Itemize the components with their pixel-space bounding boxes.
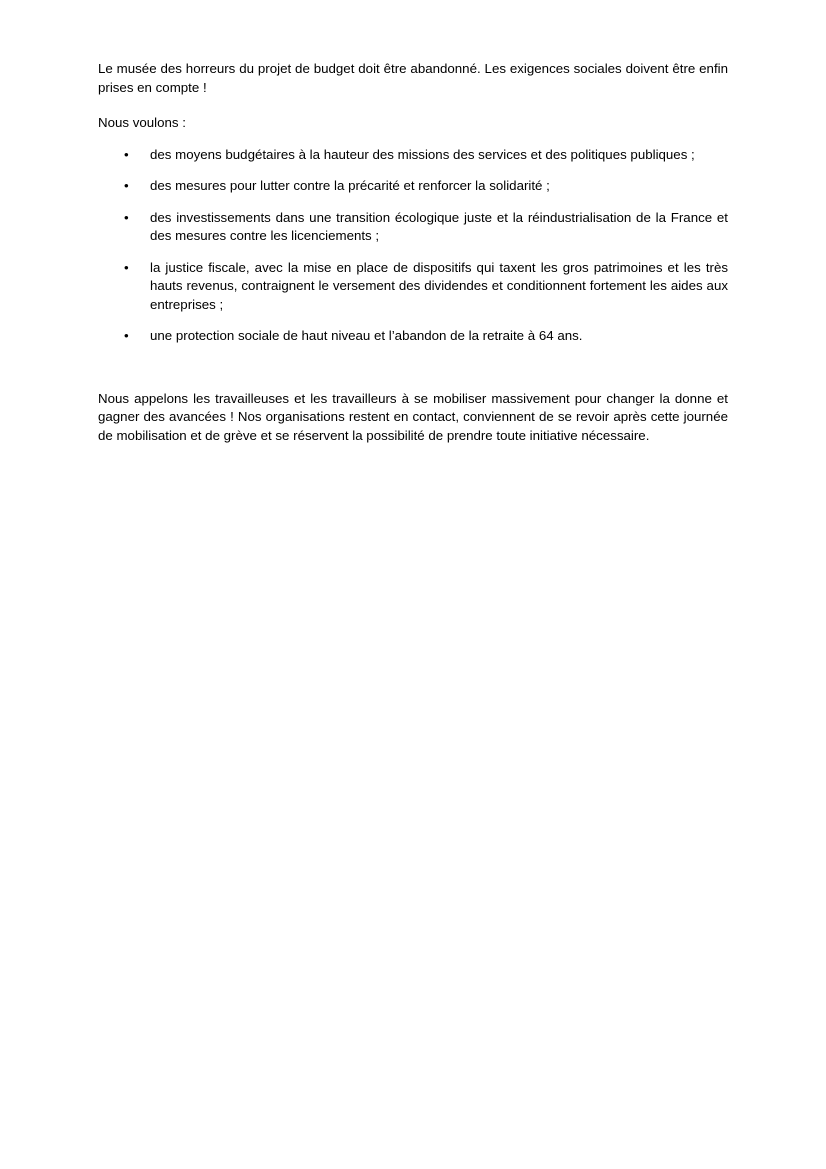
bullet-icon: • [124,178,129,193]
bullet-icon: • [124,209,129,225]
bullet-icon: • [124,259,129,275]
bullet-icon: • [124,328,129,343]
list-item [124,327,728,346]
intro-paragraph: Le musée des horreurs du projet de budget doit être abandonné. Les exigences sociales doivent être enfin prises en compte ! [98,61,728,95]
list-item-text: la justice fiscale, avec la mise en place de dispositifs qui taxent les gros patrimoines et les très hauts revenus, contraignent le versement des dividendes et conditionnent fortement les aides aux entreprises ; [150,259,728,312]
document-body [98,60,728,445]
list-item-text: des investissements dans une transition écologique juste et la réindustrialisation de la France et des mesures contre les licenciements ; [150,209,728,243]
list-item-text: des mesures pour lutter contre la précarité et renforcer la solidarité ; [150,178,550,193]
list-item-text: des moyens budgétaires à la hauteur des missions des services et des politiques publiques ; [150,146,695,162]
bullet-icon: • [124,146,129,162]
demands-list [98,146,728,346]
closing-paragraph: Nous appelons les travailleuses et les travailleurs à se mobiliser massivement pour changer la donne et gagner des avancées ! Nos organisations restent en contact, conviennent de se revoir après cette journée de mobilisation et de grève et se réservent la possibilité de prendre toute initiative nécessaire. [98,390,728,443]
list-item-text: une protection sociale de haut niveau et l’abandon de la retraite à 64 ans. [150,328,583,343]
list-item [124,146,728,165]
list-item [124,177,728,196]
lead-paragraph: Nous voulons : [98,115,186,130]
list-item [124,259,728,315]
list-item [124,209,728,246]
